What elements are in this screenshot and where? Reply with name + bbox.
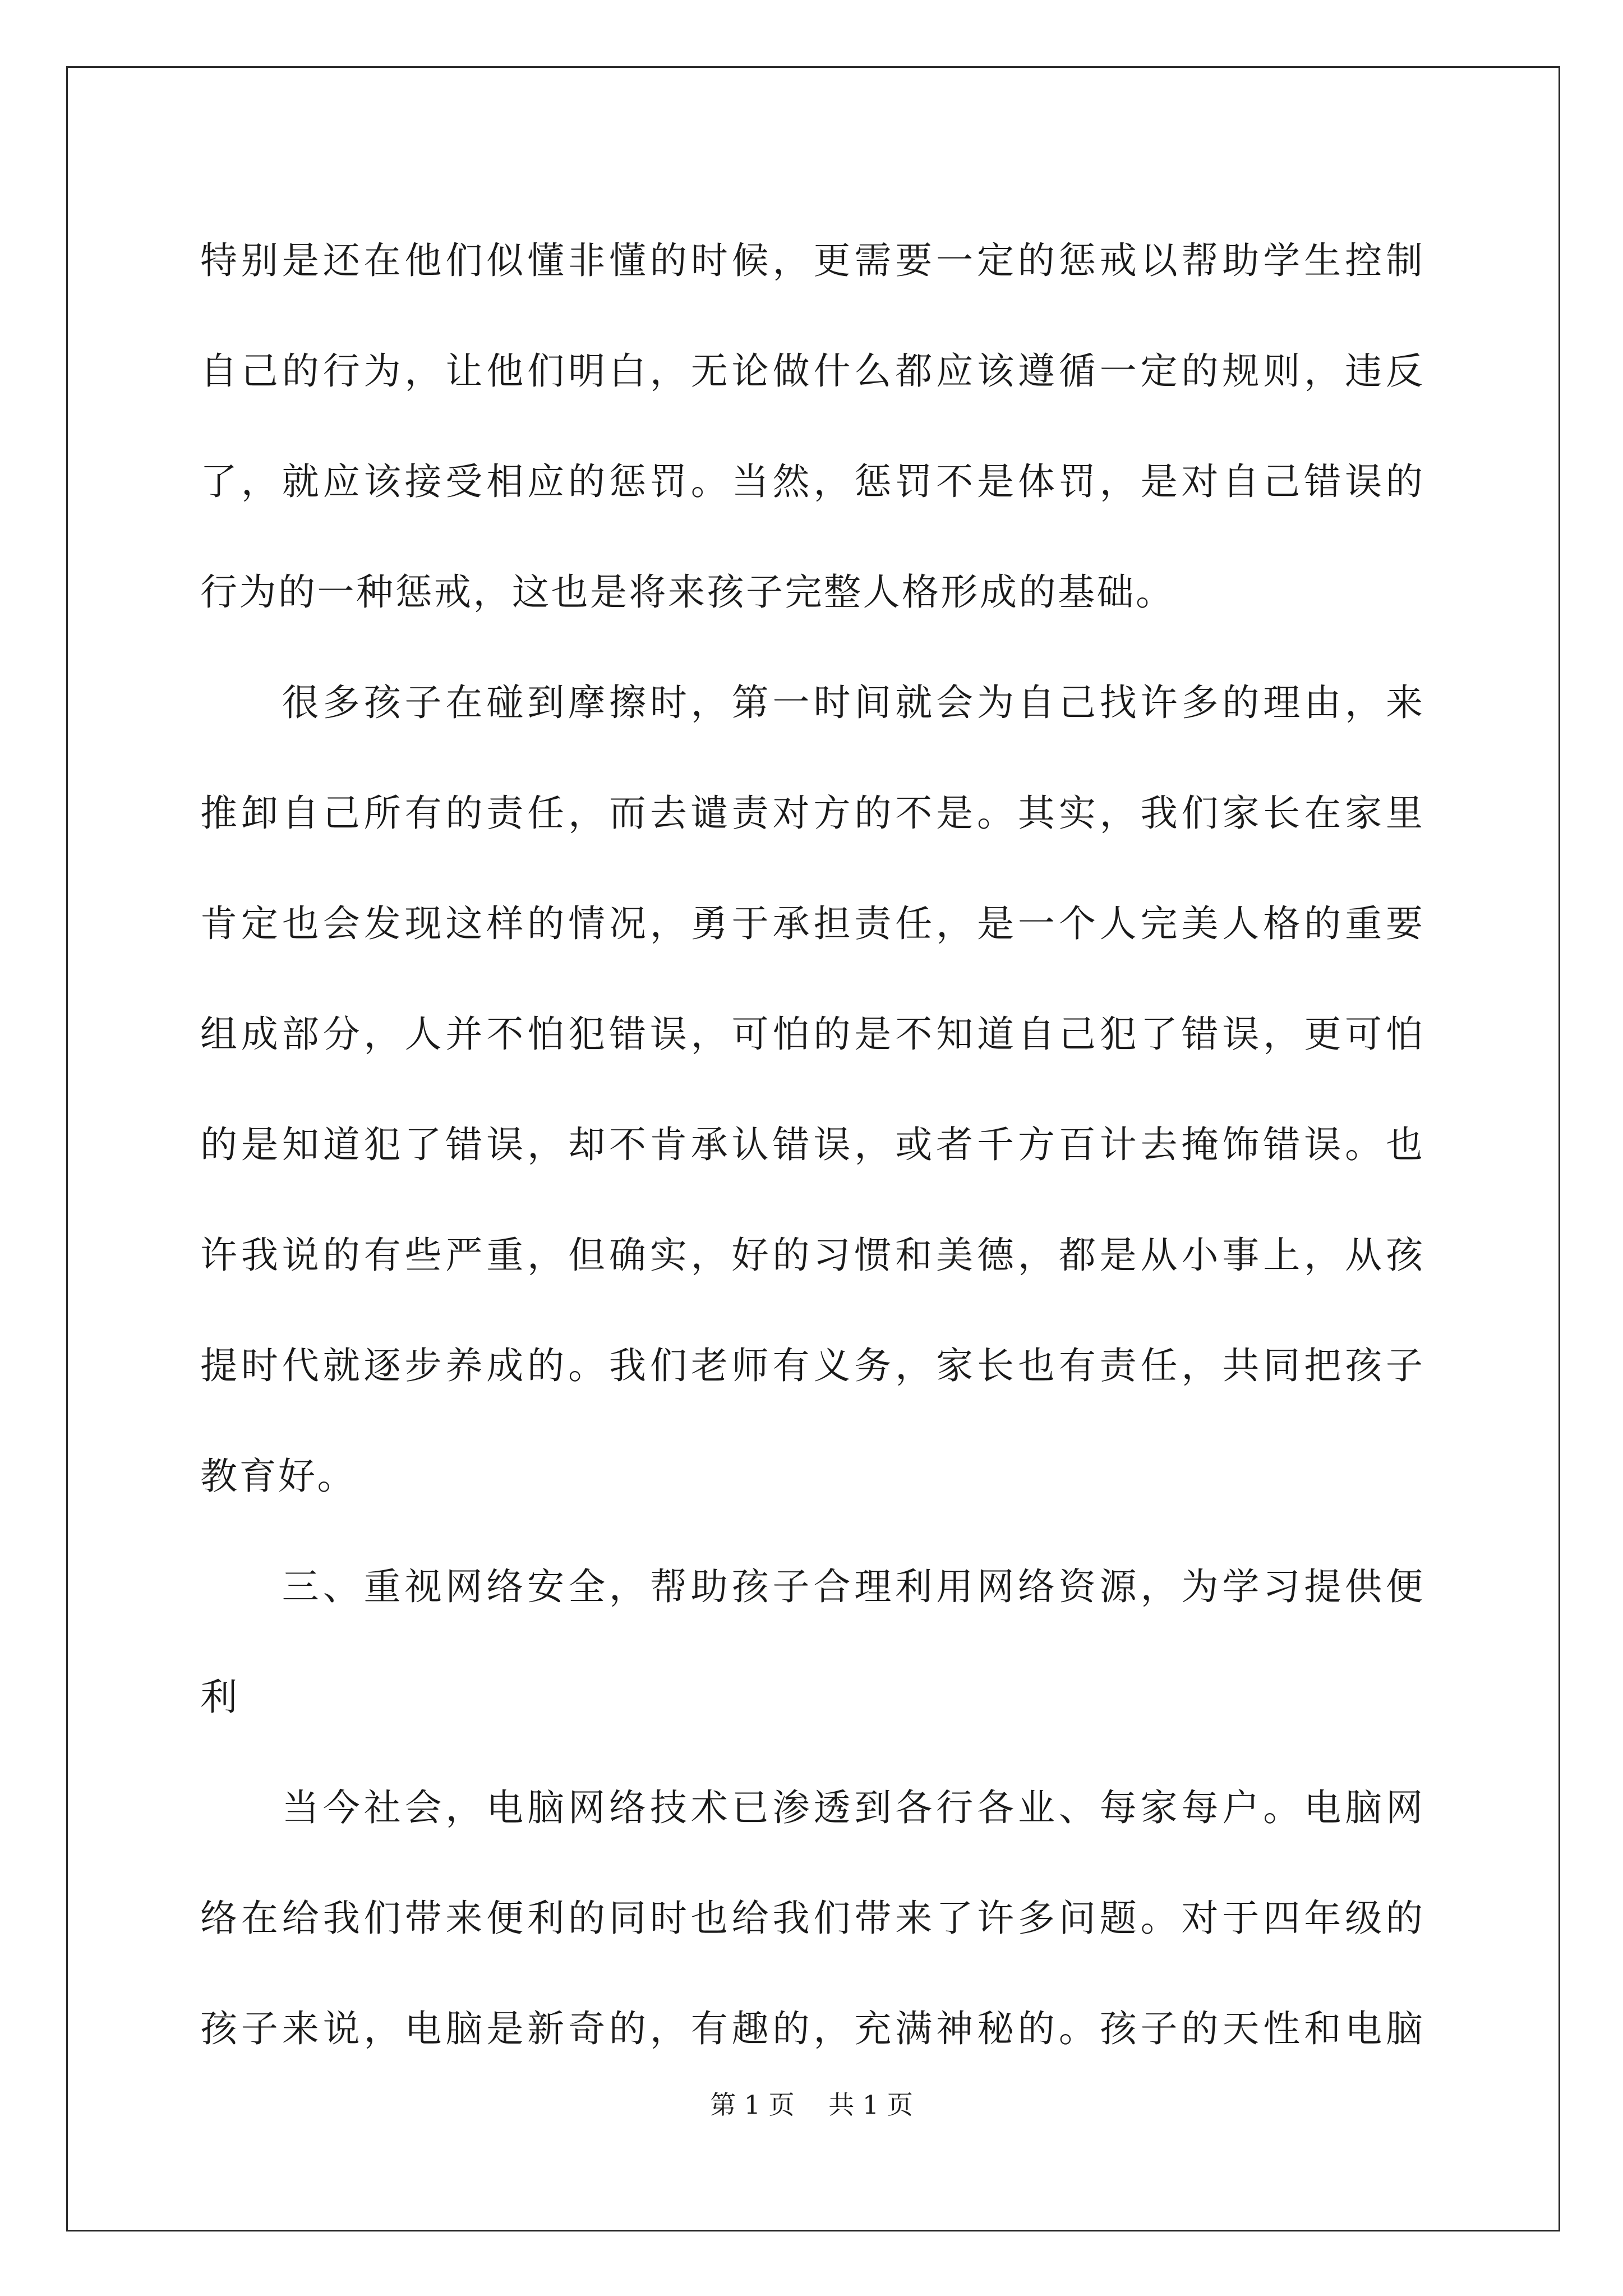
text-line: 推卸自己所有的责任，而去谴责对方的不是。其实，我们家长在家里 (200, 792, 1423, 835)
text-line: 了，就应该接受相应的惩罚。当然，惩罚不是体罚，是对自己错误的 (200, 460, 1423, 503)
text-line: 组成部分，人并不怕犯错误，可怕的是不知道自己犯了错误，更可怕 (200, 1013, 1423, 1056)
document-body (200, 205, 1423, 2084)
text-line: 的是知道犯了错误，却不肯承认错误，或者千方百计去掩饰错误。也 (200, 1123, 1423, 1166)
text-line: 提时代就逐步养成的。我们老师有义务，家长也有责任，共同把孩子 (200, 1344, 1423, 1387)
text-line: 肯定也会发现这样的情况，勇于承担责任，是一个人完美人格的重要 (200, 902, 1423, 945)
text-line: 自己的行为，让他们明白，无论做什么都应该遵循一定的规则，违反 (200, 349, 1423, 393)
text-line: 教育好。 (200, 1455, 356, 1498)
text-line: 很多孩子在碰到摩擦时，第一时间就会为自己找许多的理由，来 (200, 681, 1423, 724)
text-line: 孩子来说，电脑是新奇的，有趣的，充满神秘的。孩子的天性和电脑 (200, 2007, 1423, 2050)
page-number: 第 1 页 共 1 页 (710, 2090, 913, 2120)
page-footer (0, 2088, 1623, 2122)
text-line: 许我说的有些严重，但确实，好的习惯和美德，都是从小事上，从孩 (200, 1234, 1423, 1277)
text-line: 特别是还在他们似懂非懂的时候，更需要一定的惩戒以帮助学生控制 (200, 239, 1423, 282)
section-heading-line: 三、重视网络安全，帮助孩子合理利用网络资源，为学习提供便 (200, 1565, 1423, 1608)
text-line: 络在给我们带来便利的同时也给我们带来了许多问题。对于四年级的 (200, 1897, 1423, 1940)
text-line: 当今社会，电脑网络技术已渗透到各行各业、每家每户。电脑网 (200, 1786, 1423, 1829)
section-heading-line: 利 (200, 1676, 239, 1719)
text-line: 行为的一种惩戒，这也是将来孩子完整人格形成的基础。 (200, 570, 1175, 614)
